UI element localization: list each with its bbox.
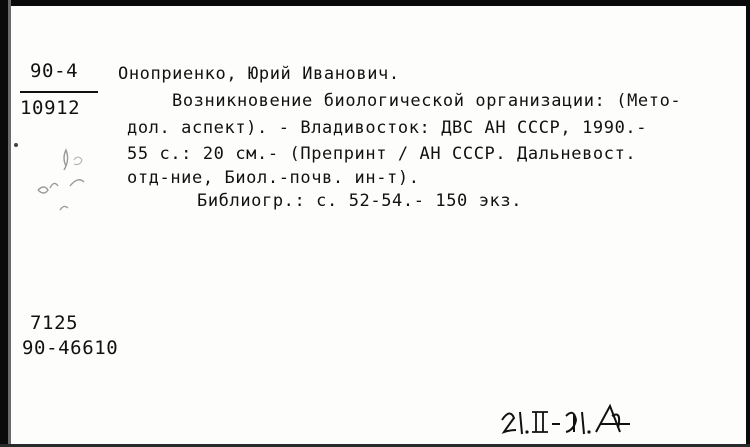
bibliography-note: Библиогр.: с. 52-54.- 150 экз. bbox=[197, 191, 523, 211]
ink-speck bbox=[14, 143, 18, 147]
code-number-1: 7125 bbox=[30, 312, 79, 334]
card-left-edge bbox=[0, 0, 8, 447]
call-number: 90-4 bbox=[30, 60, 79, 82]
code-number-2: 90-46610 bbox=[22, 337, 119, 359]
handwritten-date-signature bbox=[496, 398, 656, 438]
description-line-1: Возникновение биологической организации: (Мето- bbox=[172, 91, 682, 111]
author-heading: Оноприенко, Юрий Иванович. bbox=[118, 64, 400, 84]
description-line-4: отд-ние, Биол.-почв. ин-т). bbox=[127, 168, 420, 188]
call-number-rule bbox=[20, 91, 98, 93]
handwritten-pencil-mark bbox=[30, 130, 100, 220]
card-right-edge bbox=[746, 0, 750, 447]
card-left-edge-shadow bbox=[8, 0, 11, 447]
inventory-number: 10912 bbox=[20, 97, 81, 119]
description-line-2: дол. аспект). - Владивосток: ДВС АН СССР, 1990.- bbox=[127, 118, 648, 138]
description-line-3: 55 с.: 20 см.- (Препринт / АН СССР. Дальневост. bbox=[127, 144, 637, 164]
card-top-edge bbox=[0, 0, 750, 6]
